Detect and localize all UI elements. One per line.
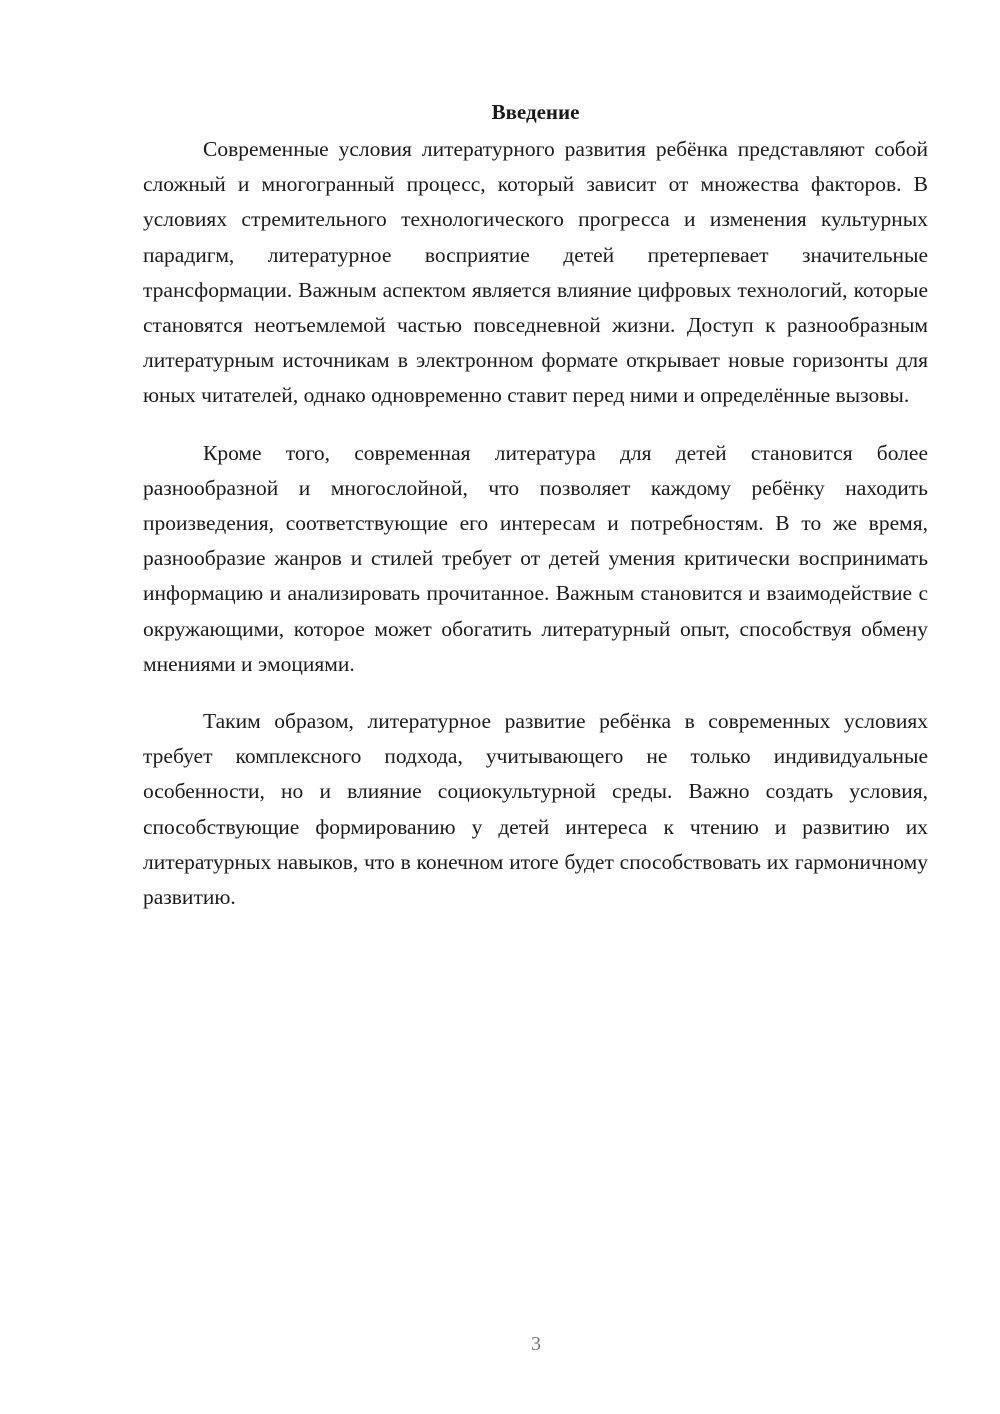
section-heading: Введение (491, 100, 580, 124)
page-number: 3 (531, 1333, 541, 1355)
paragraph-1: Современные условия литературного развития ребёнка представляют собой сложный и многогранный процесс, который зависит от множества факторов. В условиях стремительного технологического прогресса и изменения культурных парадигм, литературное восприятие детей претерпевает значительные трансформации. Важным аспектом является влияние цифровых технологий, которые становятся неотъемлемой частью повседневной жизни. Доступ к разнообразным литературным источникам в электронном формате открывает новые горизонты для юных читателей, однако одновременно ставит перед ними и определённые вызовы. (143, 137, 928, 408)
page-body (143, 96, 928, 937)
paragraph-3: Таким образом, литературное развитие ребёнка в современных условиях требует комплексного подхода, учитывающего не только индивидуальные особенности, но и влияние социокультурной среды. Важно создать условия, способствующие формированию у детей интереса к чтению и развитию их литературных навыков, что в конечном итоге будет способствовать их гармоничному развитию. (143, 709, 928, 910)
paragraph-2: Кроме того, современная литература для детей становится более разнообразной и многослойной, что позволяет каждому ребёнку находить произведения, соответствующие его интересам и потребностям. В то же время, разнообразие жанров и стилей требует от детей умения критически воспринимать информацию и анализировать прочитанное. Важным становится и взаимодействие с окружающими, которое может обогатить литературный опыт, способствуя обмену мнениями и эмоциями. (143, 440, 928, 676)
